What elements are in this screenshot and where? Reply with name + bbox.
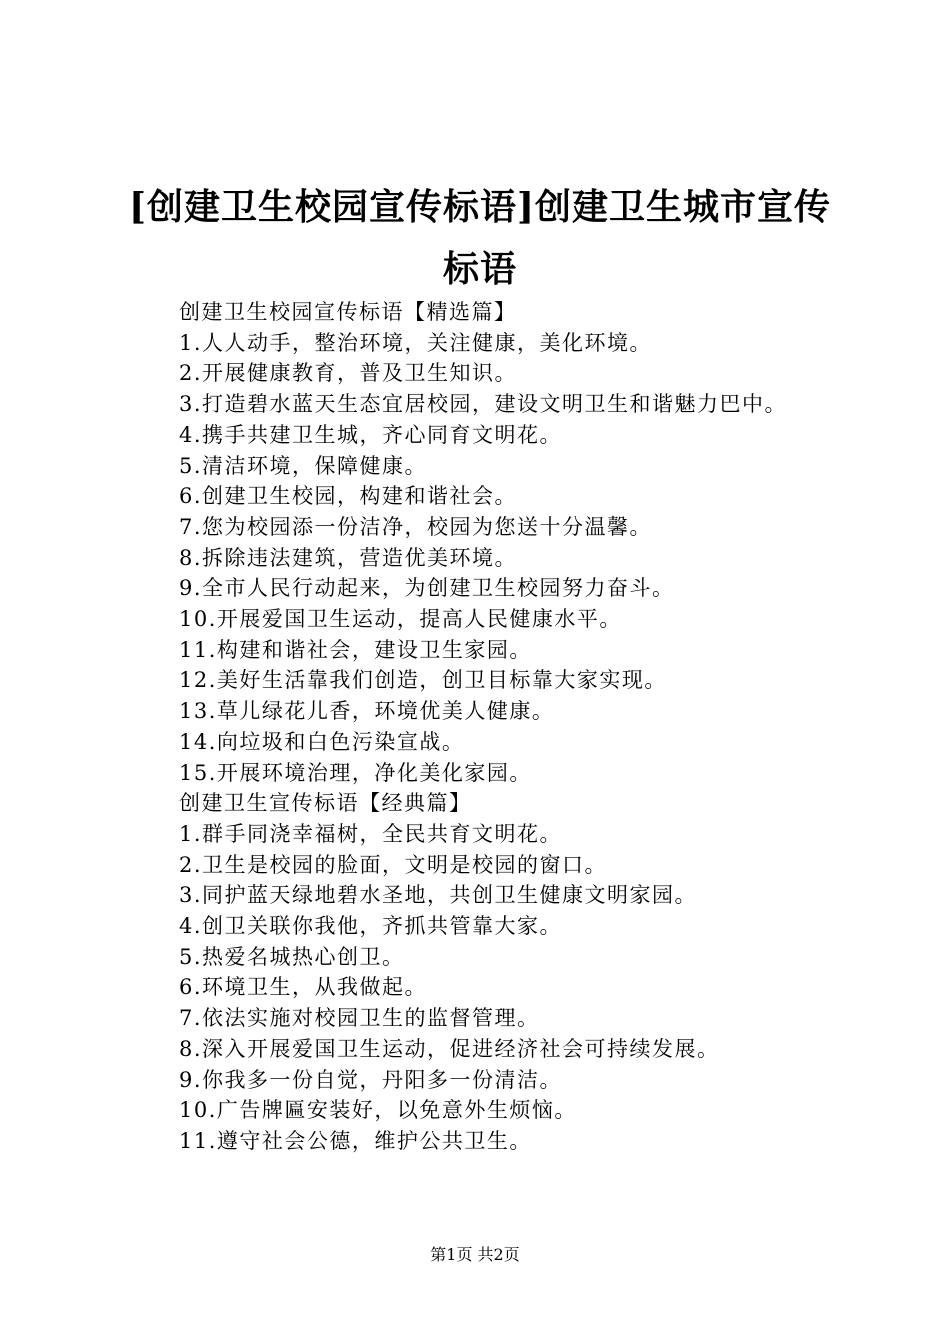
slogan-item: 14.向垃圾和白色污染宣战。	[179, 729, 465, 754]
slogan-item: 3.打造碧水蓝天生态宜居校园，建设文明卫生和谐魅力巴中。	[179, 392, 788, 417]
slogan-item: 5.清洁环境，保障健康。	[179, 453, 428, 478]
document-title: [创建卫生校园宣传标语]创建卫生城市宣传标语	[128, 186, 832, 290]
slogan-item: 1.人人动手，整治环境，关注健康，美化环境。	[179, 330, 653, 355]
slogan-item: 4.携手共建卫生城，齐心同育文明花。	[179, 422, 563, 447]
slogan-item: 12.美好生活靠我们创造，创卫目标靠大家实现。	[179, 668, 667, 693]
document-body	[133, 297, 833, 1157]
slogan-item: 3.同护蓝天绿地碧水圣地，共创卫生健康文明家园。	[179, 883, 698, 908]
section-heading: 创建卫生宣传标语【经典篇】	[179, 791, 472, 816]
slogan-item: 1.群手同浇幸福树，全民共育文明花。	[179, 821, 563, 846]
slogan-item: 10.广告牌匾安装好，以免意外生烦恼。	[179, 1098, 577, 1123]
slogan-item: 7.您为校园添一份洁净，校园为您送十分温馨。	[179, 514, 653, 539]
slogan-item: 11.遵守社会公德，维护公共卫生。	[179, 1128, 532, 1153]
section-heading: 创建卫生校园宣传标语【精选篇】	[179, 300, 517, 324]
slogan-item: 8.深入开展爱国卫生运动，促进经济社会可持续发展。	[179, 1036, 720, 1061]
slogan-item: 6.环境卫生，从我做起。	[179, 975, 428, 1000]
slogan-item: 6.创建卫生校园，构建和谐社会。	[179, 484, 518, 509]
slogan-item: 9.全市人民行动起来，为创建卫生校园努力奋斗。	[179, 576, 675, 601]
slogan-item: 4.创卫关联你我他，齐抓共管靠大家。	[179, 914, 563, 939]
slogan-item: 15.开展环境治理，净化美化家园。	[179, 760, 532, 785]
slogan-item: 10.开展爱国卫生运动，提高人民健康水平。	[179, 607, 622, 632]
slogan-item: 9.你我多一份自觉，丹阳多一份清洁。	[179, 1067, 563, 1092]
slogan-item: 11.构建和谐社会，建设卫生家园。	[179, 637, 532, 662]
slogan-item: 2.卫生是校园的脸面，文明是校园的窗口。	[179, 852, 608, 877]
page-footer: 第1页 共2页	[430, 1245, 520, 1264]
slogan-item: 7.依法实施对校园卫生的监督管理。	[179, 1006, 540, 1031]
slogan-item: 8.拆除违法建筑，营造优美环境。	[179, 545, 518, 570]
slogan-item: 2.开展健康教育，普及卫生知识。	[179, 361, 518, 386]
slogan-item: 13.草儿绿花儿香，环境优美人健康。	[179, 699, 555, 724]
slogan-item: 5.热爱名城热心创卫。	[179, 944, 405, 969]
